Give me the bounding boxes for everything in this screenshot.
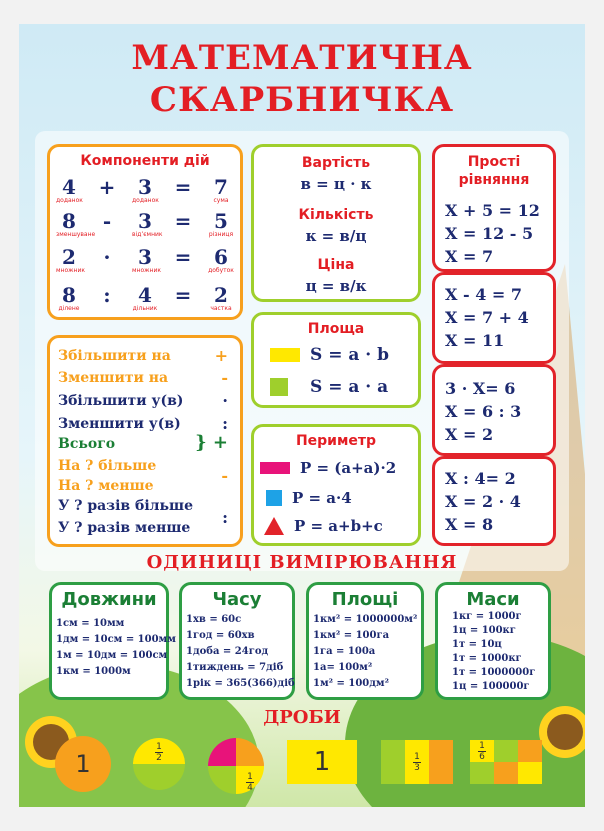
sixth-segment bbox=[470, 762, 494, 784]
components-card bbox=[47, 144, 243, 320]
length-line: 1дм = 10см = 100мм bbox=[56, 634, 176, 645]
third-segment bbox=[429, 740, 453, 784]
components-row-3: 2 · 3 = 6 bbox=[62, 245, 228, 269]
time-units-card bbox=[179, 582, 295, 700]
sixth-segment bbox=[494, 740, 518, 762]
perimeter-square-row: P = a·4 bbox=[266, 489, 352, 507]
fractions-heading: ДРОБИ bbox=[263, 707, 341, 728]
mass-line: 1т = 10ц bbox=[452, 639, 502, 650]
equation-card-2 bbox=[432, 272, 556, 364]
mass-line: 1т = 1000000г bbox=[452, 667, 536, 678]
page-title-line1: МАТЕМАТИЧНА bbox=[131, 38, 473, 78]
area-units-line: 1км² = 1000000м² bbox=[313, 614, 418, 625]
square-icon bbox=[270, 378, 288, 396]
third-segment bbox=[405, 740, 429, 784]
area-card bbox=[251, 312, 421, 408]
length-line: 1км = 1000м bbox=[56, 666, 131, 677]
op-decrease-times: Зменшити у(в) bbox=[58, 416, 181, 432]
equation-block-4: X : 4= 2 X = 2 · 4 X = 8 bbox=[445, 469, 521, 534]
thirds-rectangle bbox=[381, 740, 453, 784]
operations-card bbox=[47, 335, 243, 547]
components-labels-3: множник множник добуток bbox=[56, 267, 234, 274]
rectangle-icon bbox=[270, 348, 300, 362]
time-heading: Часу bbox=[212, 589, 262, 610]
price-formula: в = ц · к bbox=[300, 175, 372, 193]
mass-line: 1т = 1000кг bbox=[452, 653, 522, 664]
length-units-card bbox=[49, 582, 176, 700]
half-label: 1 2 bbox=[156, 742, 162, 763]
op-decrease-by-sign: - bbox=[221, 368, 228, 387]
equation-card-4 bbox=[432, 456, 556, 546]
perimeter-triangle-row: P = a+b+c bbox=[264, 517, 383, 535]
mass-heading: Маси bbox=[466, 589, 520, 610]
poster bbox=[19, 24, 585, 807]
sixth-segment bbox=[470, 740, 494, 762]
unit-price-formula: ц = в/к bbox=[305, 277, 367, 295]
perimeter-card bbox=[251, 424, 421, 546]
whole-circle: 1 bbox=[55, 736, 111, 792]
components-row-4: 8 : 4 = 2 bbox=[62, 283, 228, 307]
unit-price-heading: Ціна bbox=[317, 257, 355, 273]
equation-block-1: X + 5 = 12 X = 12 - 5 X = 7 bbox=[445, 201, 540, 266]
triangle-icon bbox=[264, 517, 284, 535]
op-increase-times: Збільшити у(в) bbox=[58, 393, 184, 409]
page-title-line2: СКАРБНИЧКА bbox=[149, 80, 455, 120]
components-labels-2: зменшуване від’ємник різниця bbox=[56, 231, 234, 238]
price-card bbox=[251, 144, 421, 302]
area-rectangle-row: S = a · b bbox=[270, 345, 389, 365]
op-increase-times-sign: · bbox=[222, 391, 228, 410]
equation-block-3: 3 · X= 6 X = 6 : 3 X = 2 bbox=[445, 379, 522, 444]
perimeter-heading: Периметр bbox=[295, 433, 377, 449]
area-units-heading: Площі bbox=[331, 589, 399, 610]
mass-line: 1ц = 100000г bbox=[452, 681, 530, 692]
area-units-line: 1а= 100м² bbox=[313, 662, 373, 673]
op-more-less-sign: - bbox=[221, 466, 228, 485]
op-times-more: У ? разів більше bbox=[58, 498, 194, 514]
mass-line: 1кг = 1000г bbox=[452, 611, 522, 622]
components-row-1: 4 + 3 = 7 bbox=[62, 175, 228, 199]
op-times-less: У ? разів менше bbox=[58, 520, 191, 536]
third-segment bbox=[381, 740, 405, 784]
length-line: 1м = 10дм = 100см bbox=[56, 650, 168, 661]
length-line: 1см = 10мм bbox=[56, 618, 125, 629]
quantity-heading: Кількість bbox=[298, 207, 374, 223]
mass-units-card bbox=[435, 582, 551, 700]
equation-card-3 bbox=[432, 364, 556, 456]
op-decrease-times-sign: : bbox=[222, 414, 228, 433]
op-increase-by-sign: + bbox=[214, 346, 228, 365]
quarter-circle bbox=[206, 736, 266, 796]
area-heading: Площа bbox=[307, 321, 365, 337]
sixth-segment bbox=[518, 762, 542, 784]
components-heading: Компоненти дій bbox=[80, 153, 210, 169]
perimeter-rectangle-row: P = (a+a)·2 bbox=[260, 459, 396, 477]
op-decrease-by: Зменшити на bbox=[58, 370, 169, 386]
op-more-by: На ? більше bbox=[58, 458, 157, 474]
equations-heading: Прості рівняння bbox=[458, 154, 530, 188]
time-line: 1год = 60хв bbox=[186, 630, 255, 641]
half-circle bbox=[131, 736, 187, 792]
components-labels-1: доданок доданок сума bbox=[56, 197, 229, 204]
op-less-by: На ? менше bbox=[58, 478, 154, 494]
time-line: 1доба = 24год bbox=[186, 646, 269, 657]
op-total-sign: } + bbox=[195, 432, 228, 453]
sixth-segment bbox=[494, 762, 518, 784]
quantity-formula: к = в/ц bbox=[305, 227, 367, 245]
op-total: Всього bbox=[58, 436, 116, 452]
area-square-row: S = a · a bbox=[270, 377, 388, 397]
third-label: 1 3 bbox=[414, 751, 420, 773]
sixths-rectangle bbox=[470, 740, 542, 784]
time-line: 1хв = 60с bbox=[186, 614, 242, 625]
area-units-card bbox=[306, 582, 424, 700]
components-labels-4: ділене дільник частка bbox=[58, 305, 232, 312]
price-heading: Вартість bbox=[301, 155, 371, 171]
time-line: 1рік = 365(366)діб bbox=[186, 678, 295, 689]
equations-card bbox=[432, 144, 556, 272]
square-icon bbox=[266, 490, 282, 506]
area-units-line: 1км² = 100га bbox=[313, 630, 390, 641]
units-heading: ОДИНИЦІ ВИМІРЮВАННЯ bbox=[146, 552, 458, 573]
equation-block-2: X - 4 = 7 X = 7 + 4 X = 11 bbox=[445, 285, 529, 350]
area-units-line: 1га = 100а bbox=[313, 646, 376, 657]
rectangle-icon bbox=[260, 462, 290, 474]
mass-line: 1ц = 100кг bbox=[452, 625, 516, 636]
op-increase-by: Збільшити на bbox=[58, 348, 171, 364]
time-line: 1тиждень = 7діб bbox=[186, 662, 284, 673]
sixth-label: 1 6 bbox=[479, 741, 485, 762]
area-units-line: 1м² = 100дм² bbox=[313, 678, 389, 689]
length-heading: Довжини bbox=[61, 589, 157, 610]
components-row-2: 8 - 3 = 5 bbox=[62, 209, 228, 233]
quarter-label: 1 4 bbox=[247, 772, 253, 793]
sixth-segment bbox=[518, 740, 542, 762]
op-times-sign: : bbox=[222, 508, 228, 527]
whole-rectangle: 1 bbox=[287, 740, 357, 784]
